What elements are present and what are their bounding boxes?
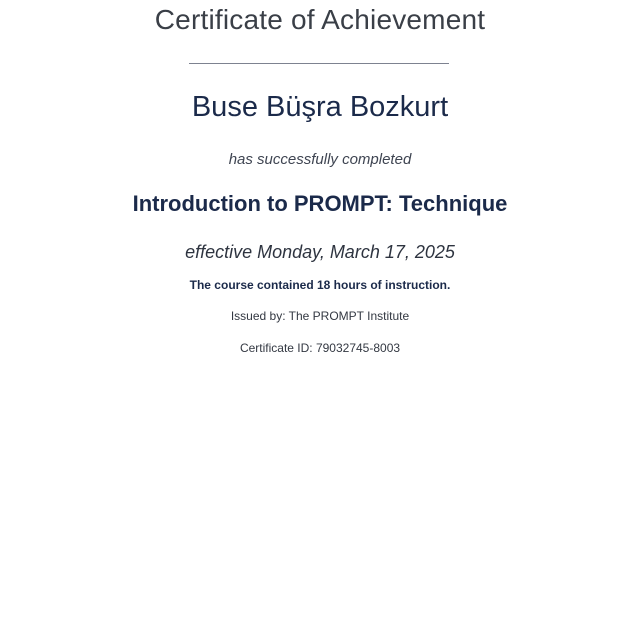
hours-statement: The course contained 18 hours of instruction. [189, 278, 451, 292]
recipient-name: Buse Büşra Bozkurt [191, 91, 449, 123]
effective-date: effective Monday, March 17, 2025 [185, 242, 455, 262]
certificate-id: Certificate ID: 79032745-8003 [239, 341, 401, 355]
certificate-title: Certificate of Achievement [154, 4, 486, 35]
completion-phrase: has successfully completed [228, 151, 412, 168]
issuer: Issued by: The PROMPT Institute [230, 309, 410, 323]
title-divider [189, 63, 449, 64]
course-name: Introduction to PROMPT: Technique [132, 191, 508, 216]
